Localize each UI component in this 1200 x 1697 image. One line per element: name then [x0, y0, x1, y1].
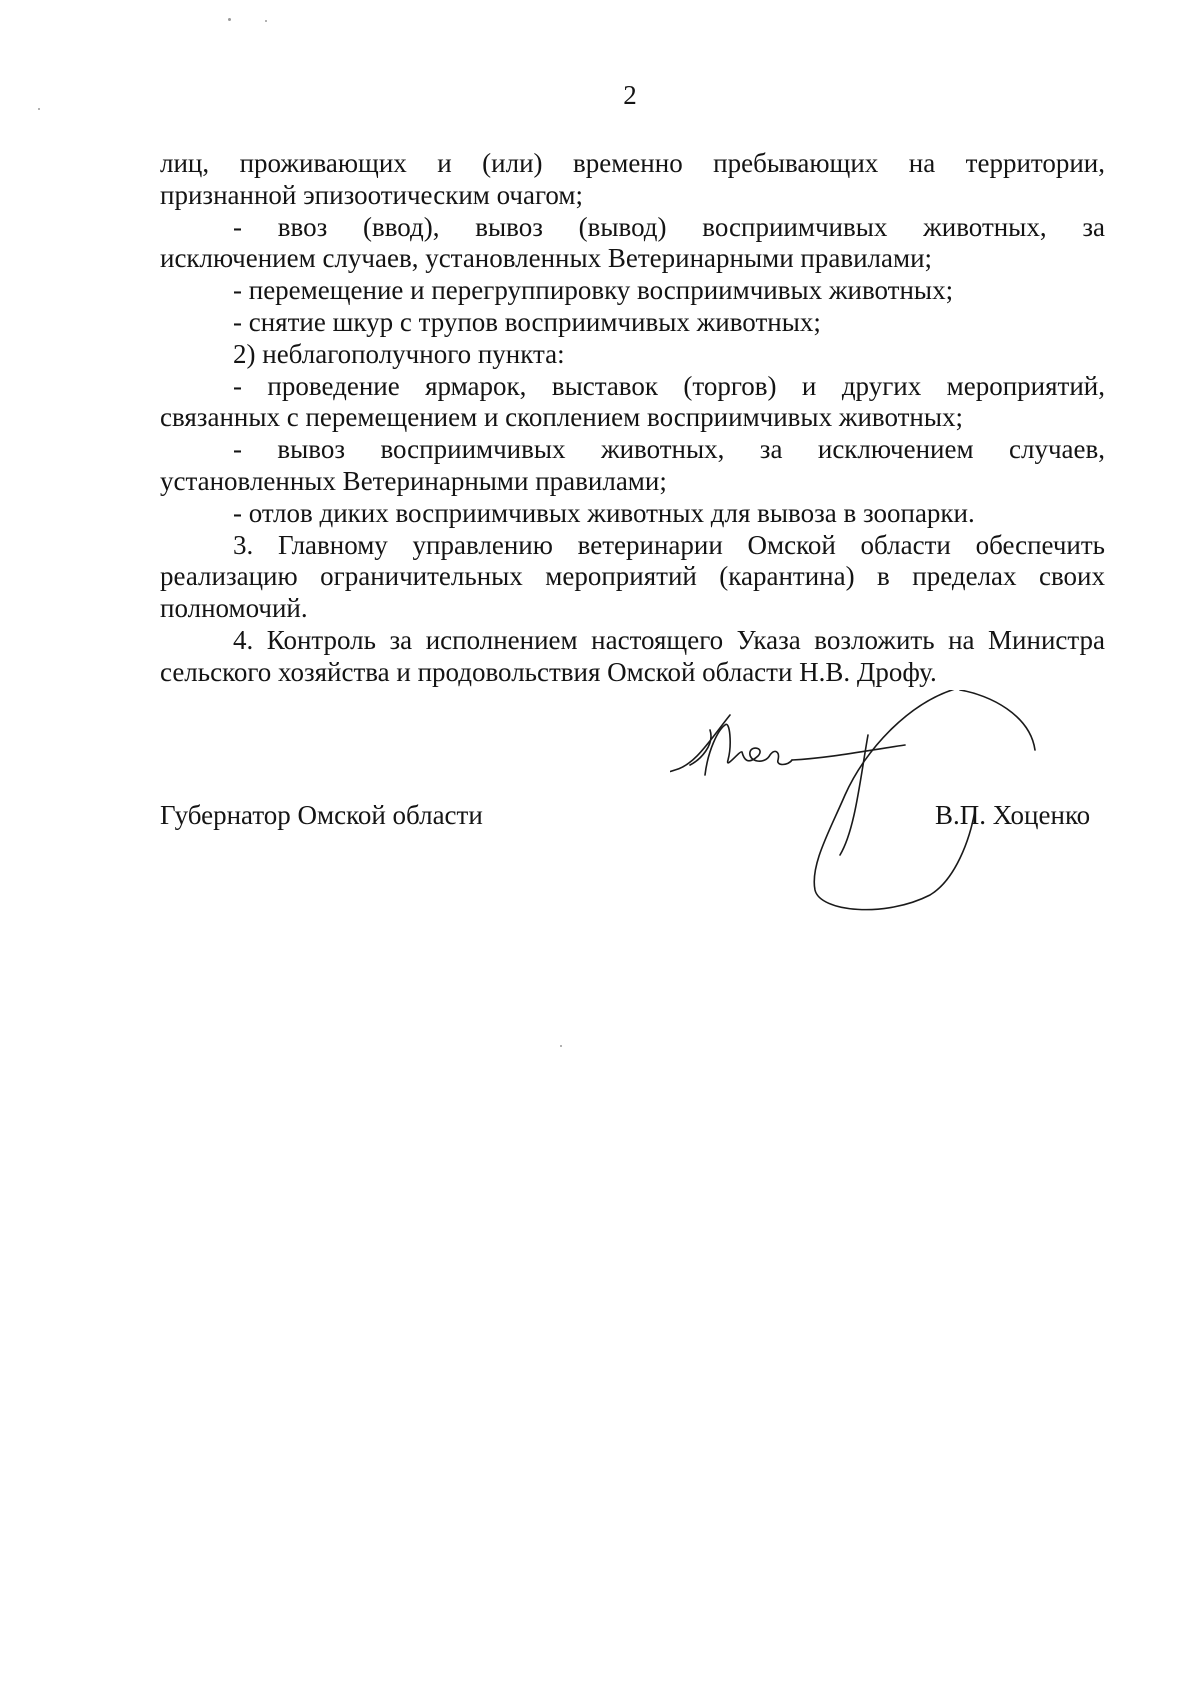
- paragraph: - перемещение и перегруппировку восприимчивых животных;: [233, 275, 954, 306]
- paragraph: лиц, проживающих и (или) временно пребывающих на территории,: [160, 148, 1105, 178]
- paragraph: сельского хозяйства и продовольствия Омской области Н.В. Дрофу.: [160, 656, 937, 687]
- paragraph: 4. Контроль за исполнением настоящего Указа возложить на Министра: [233, 624, 1105, 655]
- paragraph: признанной эпизоотическим очагом;: [160, 179, 583, 210]
- scan-speck: [228, 18, 231, 21]
- signatory-name: В.П. Хоценко: [935, 800, 1091, 830]
- paragraph: - вывоз восприимчивых животных, за исключением случаев,: [233, 434, 1105, 465]
- paragraph: полномочий.: [160, 593, 308, 624]
- signatory-position: Губернатор Омской области: [160, 800, 483, 830]
- paragraph: связанных с перемещением и скоплением восприимчивых животных;: [160, 402, 964, 433]
- page-number: 2: [623, 80, 637, 110]
- paragraph: - отлов диких восприимчивых животных для вывоза в зоопарки.: [233, 497, 975, 528]
- paragraph: 2) неблагополучного пункта:: [233, 338, 565, 369]
- paragraph: исключением случаев, установленных Ветеринарными правилами;: [160, 243, 933, 274]
- scan-speck: [560, 1045, 562, 1047]
- paragraph: реализацию ограничительных мероприятий (карантина) в пределах своих: [160, 561, 1105, 592]
- paragraph: - снятие шкур с трупов восприимчивых животных;: [233, 306, 821, 337]
- paragraph: - проведение ярмарок, выставок (торгов) и других мероприятий,: [233, 370, 1105, 401]
- document-body: [160, 148, 1105, 689]
- paragraph: - ввоз (ввод), вывоз (вывод) восприимчивых животных, за: [233, 211, 1105, 242]
- paragraph: 3. Главному управлению ветеринарии Омской области обеспечить: [233, 529, 1105, 560]
- paragraph: установленных Ветеринарными правилами;: [160, 465, 667, 496]
- scan-speck: [265, 20, 267, 22]
